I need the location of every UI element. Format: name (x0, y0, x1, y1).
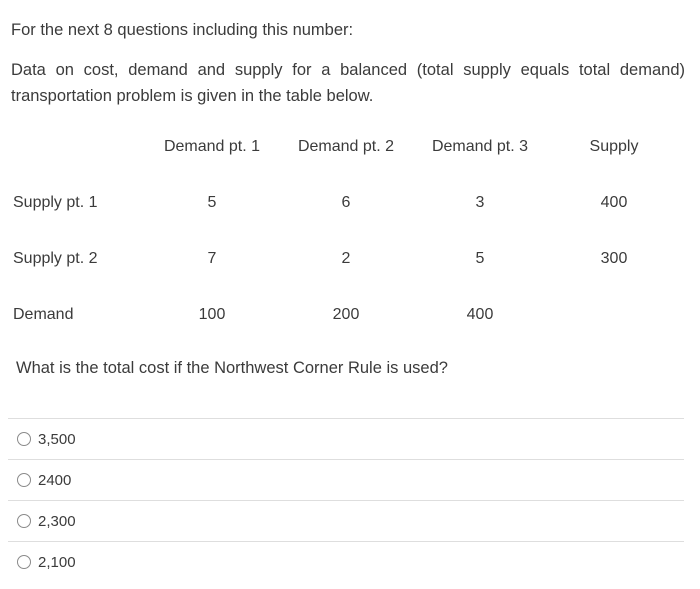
table-cell: 400 (600, 194, 628, 211)
answer-option[interactable] (8, 500, 684, 541)
answer-label: 2,100 (38, 553, 76, 571)
table-cell: 3 (475, 194, 485, 211)
question-text: What is the total cost if the Northwest Corner Rule is used? (16, 359, 448, 377)
column-header-demand-pt-1: Demand pt. 1 (163, 138, 261, 155)
answer-label: 3,500 (38, 430, 76, 448)
answer-option[interactable] (8, 418, 684, 459)
table-cell: 2 (341, 250, 351, 267)
table-cell: 400 (466, 306, 494, 323)
table-cell: 300 (600, 250, 628, 267)
radio-button[interactable] (17, 514, 31, 528)
row-label-demand: Demand (13, 306, 74, 323)
table-cell: 5 (475, 250, 485, 267)
answer-option[interactable] (8, 459, 684, 500)
table-cell: 100 (198, 306, 226, 323)
intro-text: For the next 8 questions including this number: (11, 21, 354, 39)
radio-button[interactable] (17, 432, 31, 446)
answer-label: 2,300 (38, 512, 76, 530)
row-label-supply-pt-2: Supply pt. 2 (13, 250, 98, 267)
radio-button[interactable] (17, 555, 31, 569)
table-cell: 6 (341, 194, 351, 211)
table-cell: 5 (207, 194, 217, 211)
column-header-demand-pt-2: Demand pt. 2 (297, 138, 395, 155)
problem-description: Data on cost, demand and supply for a balanced (total supply equals total demand) transportation problem is given in the table below. (11, 61, 685, 105)
column-header-supply: Supply (589, 138, 639, 155)
row-label-supply-pt-1: Supply pt. 1 (13, 194, 98, 211)
table-cell: 200 (332, 306, 360, 323)
answer-option[interactable] (8, 541, 684, 582)
answer-label: 2400 (38, 471, 72, 489)
column-header-demand-pt-3: Demand pt. 3 (431, 138, 529, 155)
table-cell: 7 (207, 250, 217, 267)
radio-button[interactable] (17, 473, 31, 487)
answer-options (8, 418, 684, 582)
